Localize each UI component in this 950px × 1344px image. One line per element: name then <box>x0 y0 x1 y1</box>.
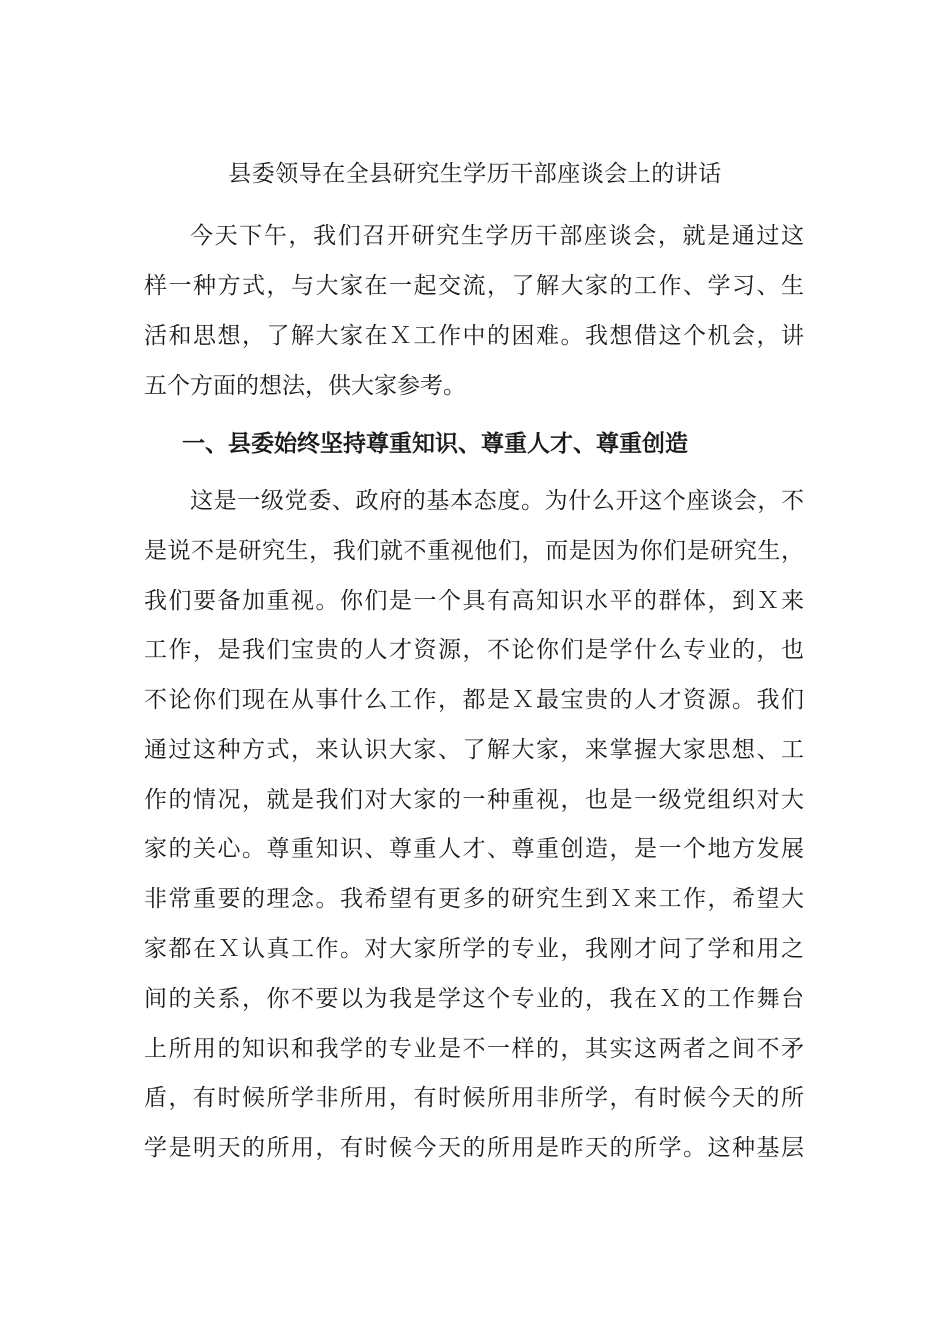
intro-line: 活和思想，了解大家在Ｘ工作中的困难。我想借这个机会，讲 <box>144 323 804 349</box>
body-line: 家都在Ｘ认真工作。对大家所学的专业，我刚才问了学和用之 <box>144 936 804 962</box>
intro-line: 五个方面的想法，供大家参考。 <box>144 373 466 399</box>
body-line: 通过这种方式，来认识大家、了解大家，来掌握大家思想、工 <box>144 737 804 763</box>
body-line: 作的情况，就是我们对大家的一种重视，也是一级党组织对大 <box>144 787 804 813</box>
body-line: 我们要备加重视。你们是一个具有高知识水平的群体，到Ｘ来 <box>144 588 804 614</box>
body-line: 工作，是我们宝贵的人才资源，不论你们是学什么专业的，也 <box>144 637 804 663</box>
document-title: 县委领导在全县研究生学历干部座谈会上的讲话 <box>228 161 722 187</box>
body-line: 盾，有时候所学非所用，有时候所用非所学，有时候今天的所 <box>144 1085 804 1111</box>
body-line: 非常重要的理念。我希望有更多的研究生到Ｘ来工作，希望大 <box>144 886 804 912</box>
body-line: 家的关心。尊重知识、尊重人才、尊重创造，是一个地方发展 <box>144 836 804 862</box>
intro-line: 今天下午，我们召开研究生学历干部座谈会，就是通过这 <box>190 223 804 249</box>
body-line: 上所用的知识和我学的专业是不一样的，其实这两者之间不矛 <box>144 1036 804 1062</box>
body-line: 这是一级党委、政府的基本态度。为什么开这个座谈会，不 <box>190 488 804 514</box>
body-line: 不论你们现在从事什么工作，都是Ｘ最宝贵的人才资源。我们 <box>144 687 804 713</box>
body-line: 是说不是研究生，我们就不重视他们，而是因为你们是研究生， <box>144 538 804 564</box>
body-line: 学是明天的所用，有时候今天的所用是昨天的所学。这种基层 <box>144 1135 804 1161</box>
body-line: 间的关系，你不要以为我是学这个专业的，我在Ｘ的工作舞台 <box>144 986 804 1012</box>
section-heading: 一、县委始终坚持尊重知识、尊重人才、尊重创造 <box>182 431 688 457</box>
intro-line: 样一种方式，与大家在一起交流，了解大家的工作、学习、生 <box>144 273 804 299</box>
